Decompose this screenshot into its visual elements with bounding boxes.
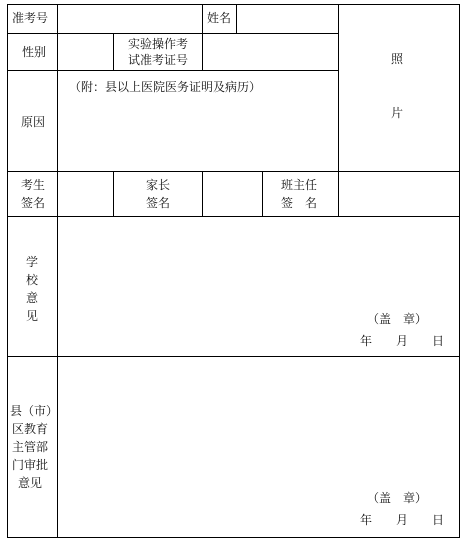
county-opinion-line: 区教育: [12, 422, 49, 436]
school-opinion-char: 校: [26, 273, 39, 287]
parent-sign-label-line1: 家长: [146, 178, 171, 192]
school-opinion-char: 意: [26, 291, 39, 305]
rule: [202, 171, 203, 217]
school-stamp-text: （盖 章）: [367, 312, 428, 326]
reason-label: 原因: [21, 115, 46, 129]
county-date-text: 年 月 日: [360, 513, 445, 527]
county-opinion-line: 意见: [18, 476, 43, 490]
rule: [338, 4, 339, 217]
county-opinion-line: 主管部: [12, 440, 49, 454]
teacher-sign-label-line2: 签 名: [281, 196, 318, 210]
rule: [7, 171, 459, 172]
rule: [7, 4, 459, 5]
rule: [7, 356, 459, 357]
name-label: 姓名: [207, 11, 232, 25]
photo-label-char2: 片: [391, 106, 404, 120]
rule: [113, 33, 114, 71]
rule: [459, 4, 460, 538]
school-date-text: 年 月 日: [360, 334, 445, 348]
reason-note: （附：县以上医院医务证明及病历）: [69, 80, 262, 94]
student-sign-label-line2: 签名: [21, 196, 46, 210]
lab-exam-id-label-line1: 实验操作考: [128, 37, 189, 51]
rule: [57, 4, 58, 538]
rule: [113, 171, 114, 217]
rule: [7, 216, 459, 217]
school-opinion-char: 学: [26, 255, 39, 269]
photo-label-char1: 照: [391, 52, 404, 66]
rule: [202, 4, 203, 34]
rule: [236, 4, 237, 34]
county-opinion-line: 县（市）: [10, 404, 59, 418]
rule: [7, 537, 459, 538]
teacher-sign-label-line1: 班主任: [281, 178, 318, 192]
parent-sign-label-line2: 签名: [146, 196, 171, 210]
student-sign-label-line1: 考生: [21, 178, 46, 192]
rule: [202, 33, 203, 71]
lab-exam-id-label-line2: 试准考证号: [128, 53, 189, 67]
rule: [262, 171, 263, 217]
school-opinion-char: 见: [26, 309, 39, 323]
gender-label: 性别: [22, 45, 47, 59]
exam-number-label: 准考号: [12, 11, 49, 25]
rule: [7, 4, 8, 538]
county-stamp-text: （盖 章）: [367, 491, 428, 505]
county-opinion-line: 门审批: [12, 458, 49, 472]
